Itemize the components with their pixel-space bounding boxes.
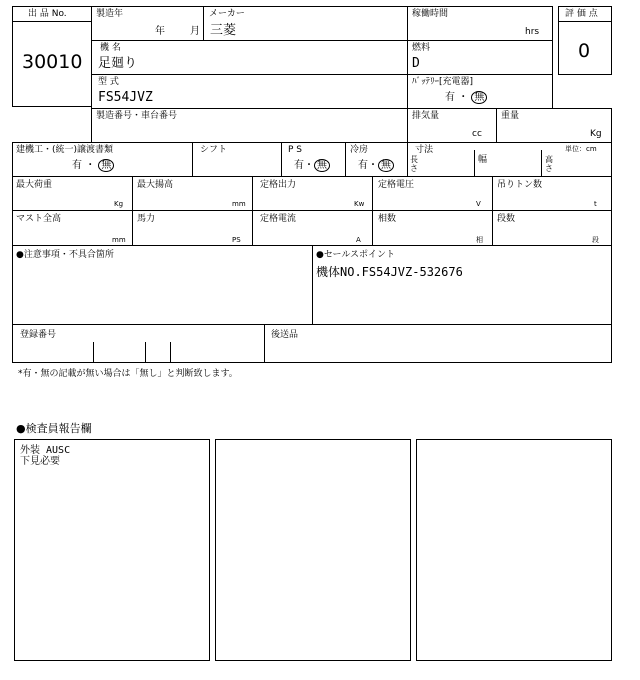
max-load-unit: Kg	[114, 200, 124, 208]
rated-current-unit: A	[356, 236, 361, 244]
model-type-label: 型 式	[98, 77, 119, 87]
transfer-doc-yes: 有	[72, 160, 82, 171]
notes-label: ●注意事項・不具合箇所	[16, 250, 114, 260]
footnote: *有・無の記載が無い場合は「無し」と判断致します。	[18, 369, 238, 379]
year-label: 製造年	[96, 9, 124, 19]
ps-no-circled: 無	[314, 159, 330, 172]
dimensions-label: 寸法	[415, 145, 434, 155]
maker-value: 三菱	[210, 23, 237, 38]
rated-output-unit: Kw	[354, 200, 365, 208]
displacement-unit: cc	[472, 129, 482, 139]
transfer-doc-label: 建機工・(統一)譲渡書類	[16, 145, 114, 155]
shipping-cell	[264, 324, 612, 363]
aircon-no-circled: 無	[378, 159, 394, 172]
maker-label: メーカー	[209, 9, 245, 19]
horsepower-unit: PS	[232, 236, 241, 244]
model-type-value: FS54JVZ	[98, 90, 153, 105]
horsepower-label: 馬力	[137, 214, 156, 224]
sales-point-label: ●セールスポイント	[316, 250, 396, 260]
item-no-value: 30010	[22, 51, 83, 73]
inspector-box-1-line-1: 外装 AUSC	[20, 445, 71, 456]
aircon-choice	[358, 159, 394, 172]
ps-yes: 有	[294, 160, 304, 171]
inspector-box-1	[14, 439, 210, 661]
rated-output-label: 定格出力	[260, 180, 297, 190]
weight-label: 重量	[501, 111, 520, 121]
phase-unit: 相	[476, 236, 483, 244]
hours-label: 稼働時間	[412, 9, 449, 19]
rating-value: 0	[578, 40, 591, 62]
registration-label: 登録番号	[20, 330, 57, 340]
aircon-yes: 有	[358, 160, 368, 171]
max-load-label: 最大荷重	[16, 180, 53, 190]
model-name-cell	[91, 40, 408, 75]
shift-label: シフト	[200, 145, 228, 155]
rated-voltage-unit: V	[476, 200, 481, 208]
mast-height-label: マスト全高	[16, 214, 62, 224]
inspector-box-3	[416, 439, 612, 661]
ps-label: P S	[288, 145, 303, 155]
serial-label: 製造番号・車台番号	[96, 111, 178, 121]
battery-sep: ・	[458, 92, 469, 103]
fuel-label: 燃料	[412, 43, 431, 53]
fuel-value: D	[412, 56, 420, 71]
item-no-label: 出 品 No.	[28, 9, 67, 19]
dimensions-divider-2	[541, 150, 542, 177]
lift-ton-unit: t	[594, 200, 597, 208]
rated-voltage-label: 定格電圧	[378, 180, 415, 190]
battery-label: ﾊﾞｯﾃﾘｰ[充電器]	[412, 77, 474, 87]
inspector-title: ●検査員報告欄	[16, 422, 92, 435]
lift-ton-label: 吊りトン数	[497, 180, 543, 190]
dimensions-divider-1	[474, 150, 475, 177]
month-unit: 月	[190, 26, 200, 37]
hours-unit: hrs	[525, 27, 540, 37]
stages-unit: 段	[592, 236, 599, 244]
dimensions-width: 幅	[478, 155, 488, 165]
aircon-sep: ・	[368, 160, 378, 171]
registration-divider-1	[93, 342, 94, 363]
stages-label: 段数	[497, 214, 516, 224]
battery-no-circled: 無	[471, 91, 487, 104]
max-lift-label: 最大揚高	[137, 180, 174, 190]
sales-point-value: 機体NO.FS54JVZ-532676	[316, 265, 463, 279]
dimensions-height: 高さ	[545, 155, 553, 173]
max-lift-unit: mm	[232, 200, 246, 208]
phase-label: 相数	[378, 214, 397, 224]
transfer-doc-choice	[72, 159, 114, 172]
weight-unit: Kg	[590, 129, 602, 139]
inspector-box-2	[215, 439, 411, 661]
year-unit: 年	[155, 26, 165, 37]
inspector-box-1-line-2: 下見必要	[20, 456, 60, 467]
rated-current-label: 定格電流	[260, 214, 297, 224]
aircon-label: 冷房	[350, 145, 369, 155]
ps-sep: ・	[304, 160, 314, 171]
model-name-label: 機 名	[100, 43, 121, 53]
ps-choice	[294, 159, 330, 172]
transfer-doc-sep: ・	[85, 160, 96, 171]
shipping-label: 後送品	[271, 330, 299, 340]
displacement-label: 排気量	[412, 111, 440, 121]
dimensions-length: 長さ	[410, 155, 418, 173]
model-name-value: 足廻り	[98, 56, 138, 71]
battery-yes: 有	[445, 92, 455, 103]
registration-divider-2	[145, 342, 146, 363]
transfer-doc-no-circled: 無	[98, 159, 114, 172]
mast-height-unit: mm	[112, 236, 126, 244]
rating-label: 評 価 点	[565, 9, 598, 19]
battery-choice	[445, 91, 487, 104]
registration-divider-3	[170, 342, 171, 363]
dimensions-unit-label: 単位：cm	[565, 145, 597, 153]
